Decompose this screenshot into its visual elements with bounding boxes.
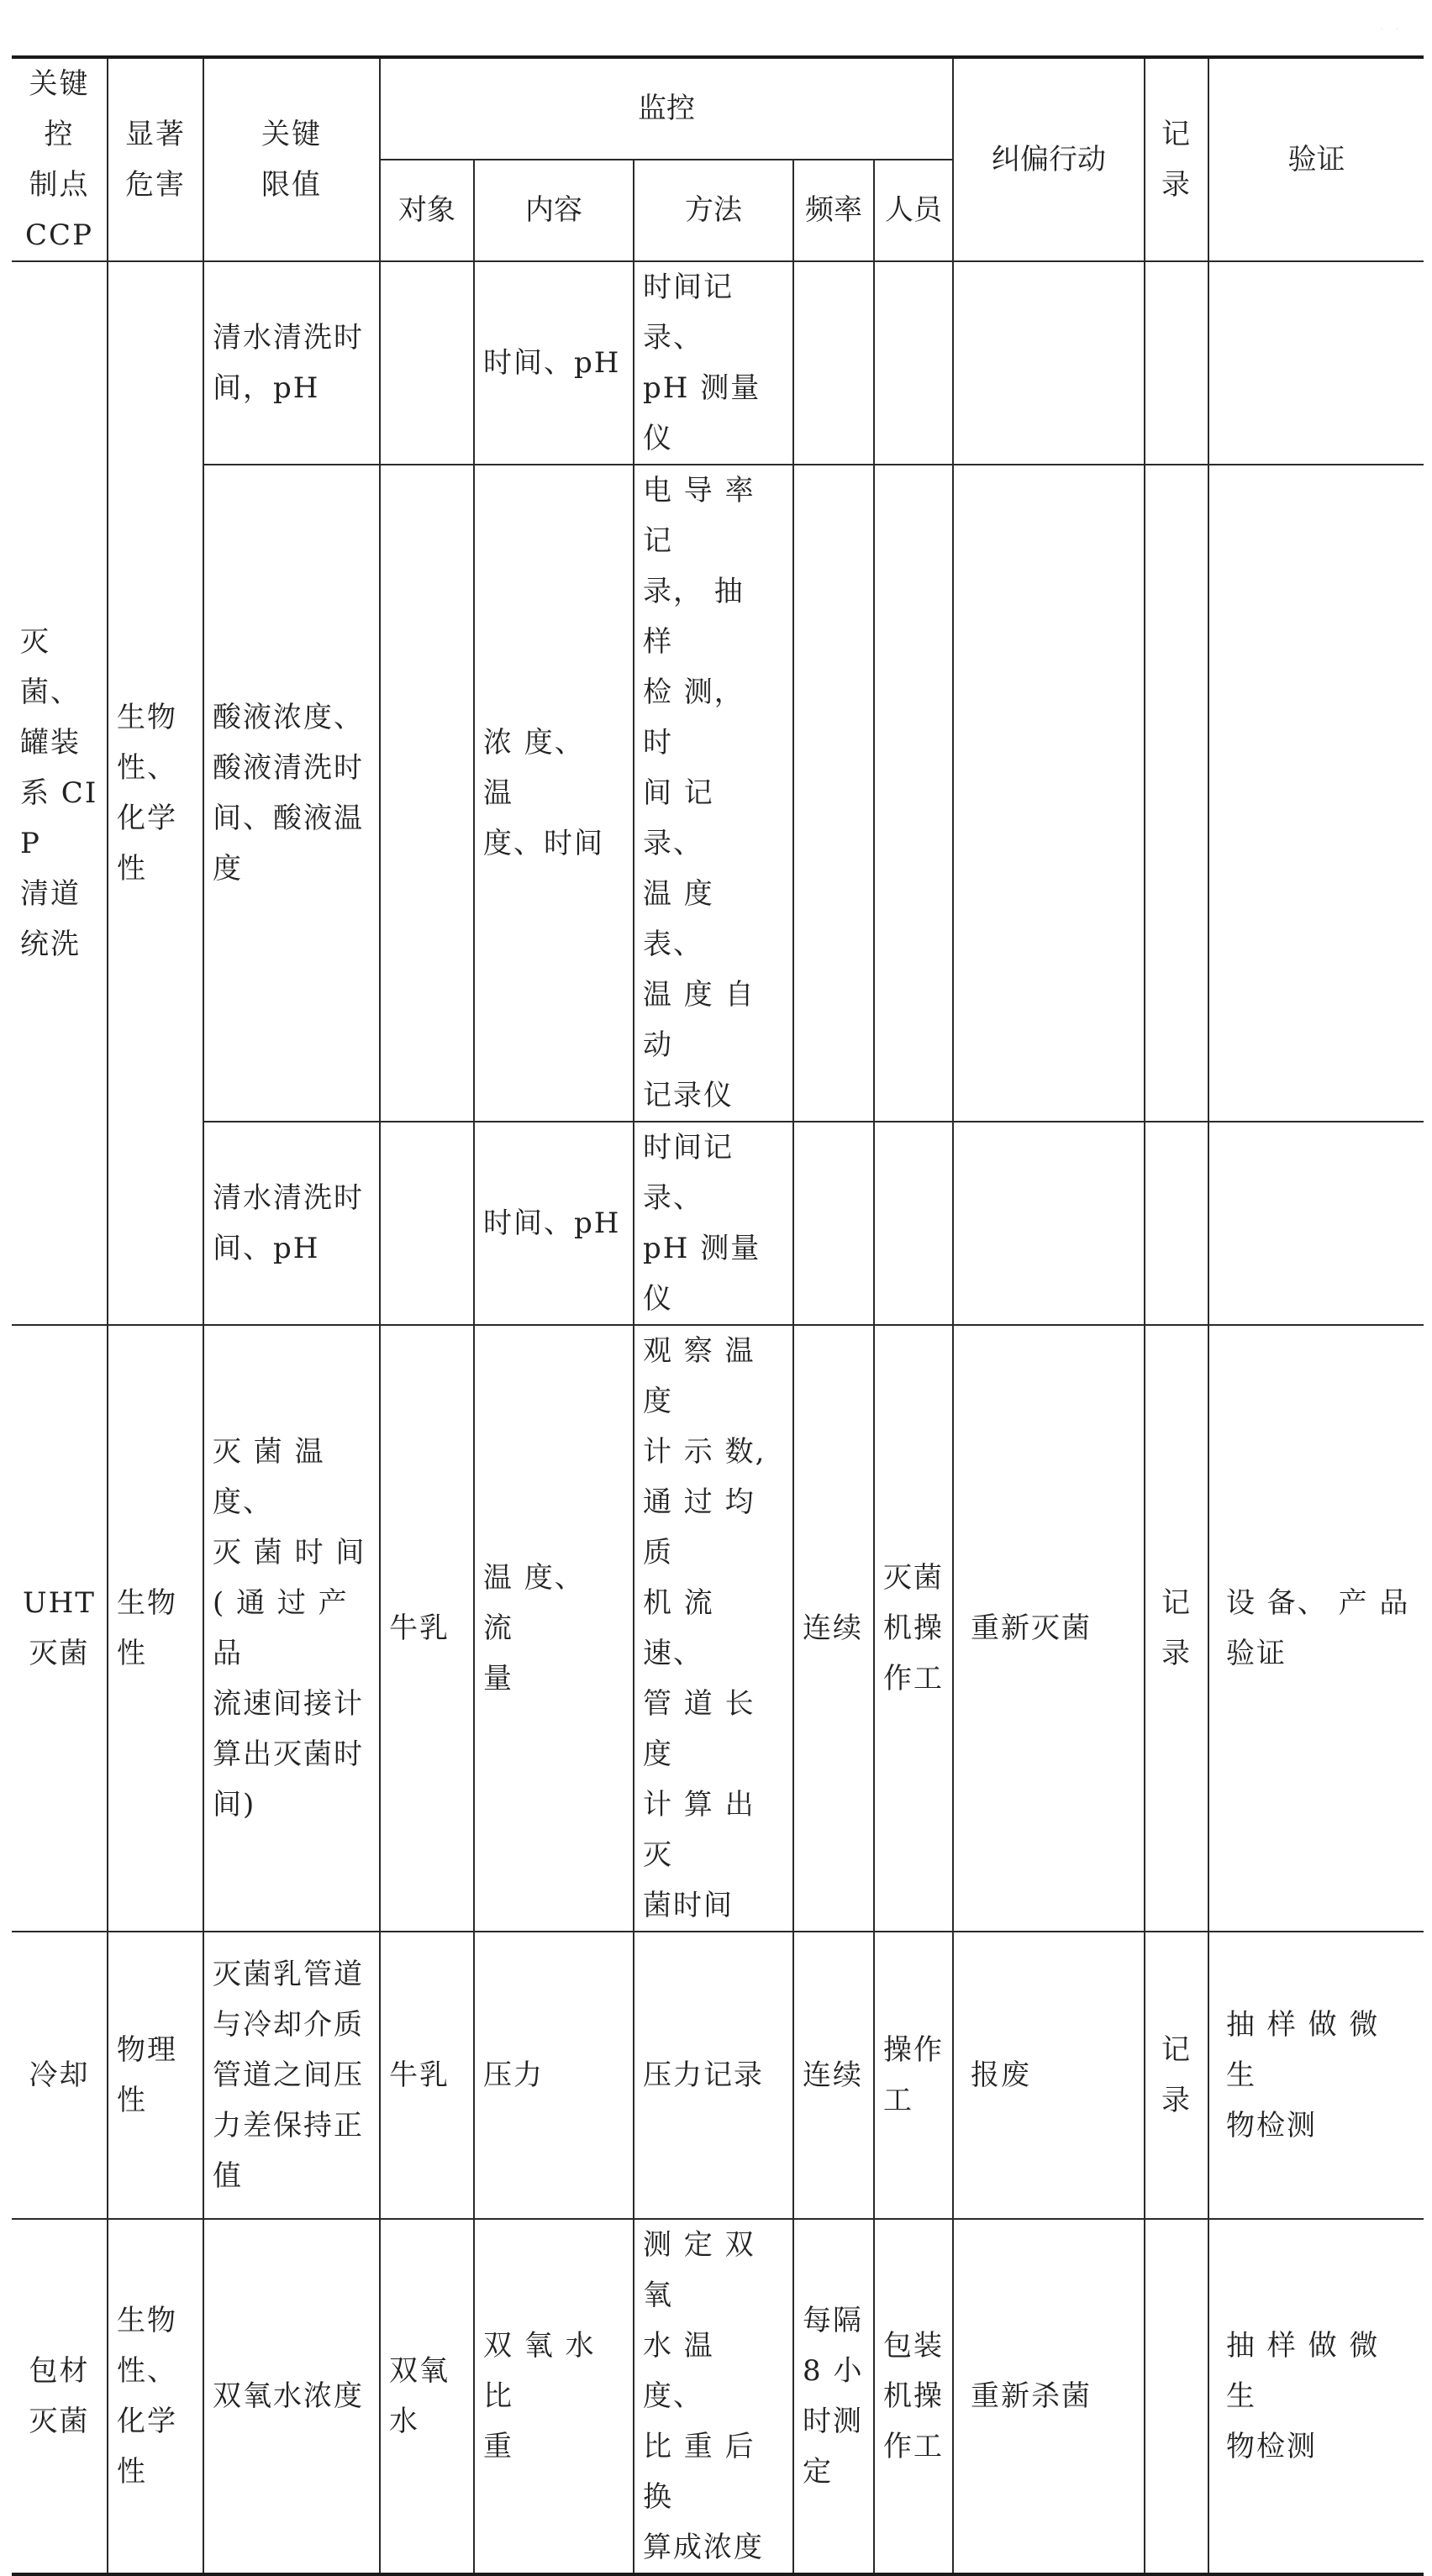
cell-corrective-cip-3 xyxy=(953,1122,1145,1325)
cell-ccp-packaging: 包材 灭菌 xyxy=(12,2219,108,2574)
header-object: 对象 xyxy=(380,160,474,262)
header-personnel: 人员 xyxy=(874,160,953,262)
cell-corrective-packaging: 重新杀菌 xyxy=(953,2219,1145,2574)
cell-corrective-cip-2 xyxy=(953,465,1145,1122)
cell-content-uht: 温 度、 流 量 xyxy=(474,1325,634,1932)
cell-method-packaging: 测 定 双 氧 水 温 度、 比 重 后 换 算成浓度 xyxy=(634,2219,793,2574)
cell-personnel-cip-1 xyxy=(874,261,953,465)
cell-personnel-uht: 灭菌 机操 作工 xyxy=(874,1325,953,1932)
header-corrective-action: 纠偏行动 xyxy=(953,57,1145,261)
cell-frequency-packaging: 每隔 8 小 时测 定 xyxy=(793,2219,874,2574)
cell-limit-cip-1: 清水清洗时 间，pH xyxy=(203,261,380,465)
cell-frequency-cip-1 xyxy=(793,261,874,465)
cell-object-cip-2 xyxy=(380,465,474,1122)
table-row-cip-3 xyxy=(12,1122,1424,1325)
header-hazard: 显著 危害 xyxy=(108,57,203,261)
cell-object-packaging: 双氧 水 xyxy=(380,2219,474,2574)
cell-personnel-packaging: 包装 机操 作工 xyxy=(874,2219,953,2574)
table-row-cip-2 xyxy=(12,465,1424,1122)
cell-limit-cooling: 灭菌乳管道 与冷却介质 管道之间压 力差保持正 值 xyxy=(203,1932,380,2219)
cell-corrective-cooling: 报废 xyxy=(953,1932,1145,2219)
cell-record-packaging xyxy=(1145,2219,1208,2574)
table-row-cooling xyxy=(12,1932,1424,2219)
cell-personnel-cip-3 xyxy=(874,1122,953,1325)
cell-frequency-cip-2 xyxy=(793,465,874,1122)
cell-content-cip-3: 时间、pH xyxy=(474,1122,634,1325)
header-method: 方法 xyxy=(634,160,793,262)
cell-record-cip-3 xyxy=(1145,1122,1208,1325)
cell-limit-cip-2: 酸液浓度、 酸液清洗时 间、酸液温 度 xyxy=(203,465,380,1122)
header-verification: 验证 xyxy=(1208,57,1424,261)
table-row-cip-1 xyxy=(12,261,1424,465)
cell-content-cip-1: 时间、pH xyxy=(474,261,634,465)
cell-frequency-cip-3 xyxy=(793,1122,874,1325)
cell-personnel-cooling: 操作 工 xyxy=(874,1932,953,2219)
cell-corrective-cip-1 xyxy=(953,261,1145,465)
cell-method-uht: 观 察 温 度 计 示 数, 通 过 均 质 机 流 速、 管 道 长 度 计 算 出 灭 菌时间 xyxy=(634,1325,793,1932)
cell-method-cip-2: 电 导 率 记 录， 抽 样 检 测， 时 间 记 录、 温 度 表、 温 度 自 动 记录仪 xyxy=(634,465,793,1122)
haccp-plan-table xyxy=(12,55,1424,2576)
cell-method-cip-1: 时间记录、 pH 测量仪 xyxy=(634,261,793,465)
cell-hazard-packaging: 生物 性、 化学 性 xyxy=(108,2219,203,2574)
cell-object-cip-3 xyxy=(380,1122,474,1325)
cell-method-cip-3: 时间记录、 pH 测量仪 xyxy=(634,1122,793,1325)
cell-corrective-uht: 重新灭菌 xyxy=(953,1325,1145,1932)
cell-limit-cip-3: 清水清洗时 间、pH xyxy=(203,1122,380,1325)
cell-verify-cooling: 抽 样 做 微 生 物检测 xyxy=(1208,1932,1424,2219)
cell-object-cooling: 牛乳 xyxy=(380,1932,474,2219)
cell-verify-cip-2 xyxy=(1208,465,1424,1122)
cell-hazard-cooling: 物理 性 xyxy=(108,1932,203,2219)
cell-hazard-cip: 生物 性、 化学 性 xyxy=(108,261,203,1325)
cell-record-cooling: 记 录 xyxy=(1145,1932,1208,2219)
cell-method-cooling: 压力记录 xyxy=(634,1932,793,2219)
header-row-1 xyxy=(12,57,1424,160)
cell-ccp-cip: 灭菌、 罐装 系 CIP 清道 统洗 xyxy=(12,261,108,1325)
header-monitor: 监控 xyxy=(380,57,953,160)
header-frequency: 频率 xyxy=(793,160,874,262)
cell-verify-packaging: 抽 样 做 微 生 物检测 xyxy=(1208,2219,1424,2574)
cell-record-uht: 记 录 xyxy=(1145,1325,1208,1932)
cell-content-cip-2: 浓 度、 温 度、时间 xyxy=(474,465,634,1122)
cell-object-uht: 牛乳 xyxy=(380,1325,474,1932)
header-record: 记 录 xyxy=(1145,57,1208,261)
cell-verify-uht: 设 备、 产 品 验证 xyxy=(1208,1325,1424,1932)
cell-content-cooling: 压力 xyxy=(474,1932,634,2219)
cell-limit-packaging: 双氧水浓度 xyxy=(203,2219,380,2574)
cell-content-packaging: 双 氧 水 比 重 xyxy=(474,2219,634,2574)
cell-verify-cip-3 xyxy=(1208,1122,1424,1325)
table-header xyxy=(12,57,1424,261)
corner-speckle: · · xyxy=(1380,25,1403,34)
header-critical-limit: 关键 限值 xyxy=(203,57,380,261)
cell-ccp-cooling: 冷却 xyxy=(12,1932,108,2219)
cell-ccp-uht: UHT 灭菌 xyxy=(12,1325,108,1932)
table-row-uht xyxy=(12,1325,1424,1932)
header-content: 内容 xyxy=(474,160,634,262)
cell-frequency-cooling: 连续 xyxy=(793,1932,874,2219)
table-row-packaging xyxy=(12,2219,1424,2574)
cell-hazard-uht: 生物 性 xyxy=(108,1325,203,1932)
header-ccp: 关键控 制点 CCP xyxy=(12,57,108,261)
cell-verify-cip-1 xyxy=(1208,261,1424,465)
cell-record-cip-2 xyxy=(1145,465,1208,1122)
cell-personnel-cip-2 xyxy=(874,465,953,1122)
cell-object-cip-1 xyxy=(380,261,474,465)
cell-record-cip-1 xyxy=(1145,261,1208,465)
table-body xyxy=(12,261,1424,2574)
cell-limit-uht: 灭 菌 温 度、 灭 菌 时 间 ( 通 过 产 品 流速间接计 算出灭菌时 间) xyxy=(203,1325,380,1932)
cell-frequency-uht: 连续 xyxy=(793,1325,874,1932)
